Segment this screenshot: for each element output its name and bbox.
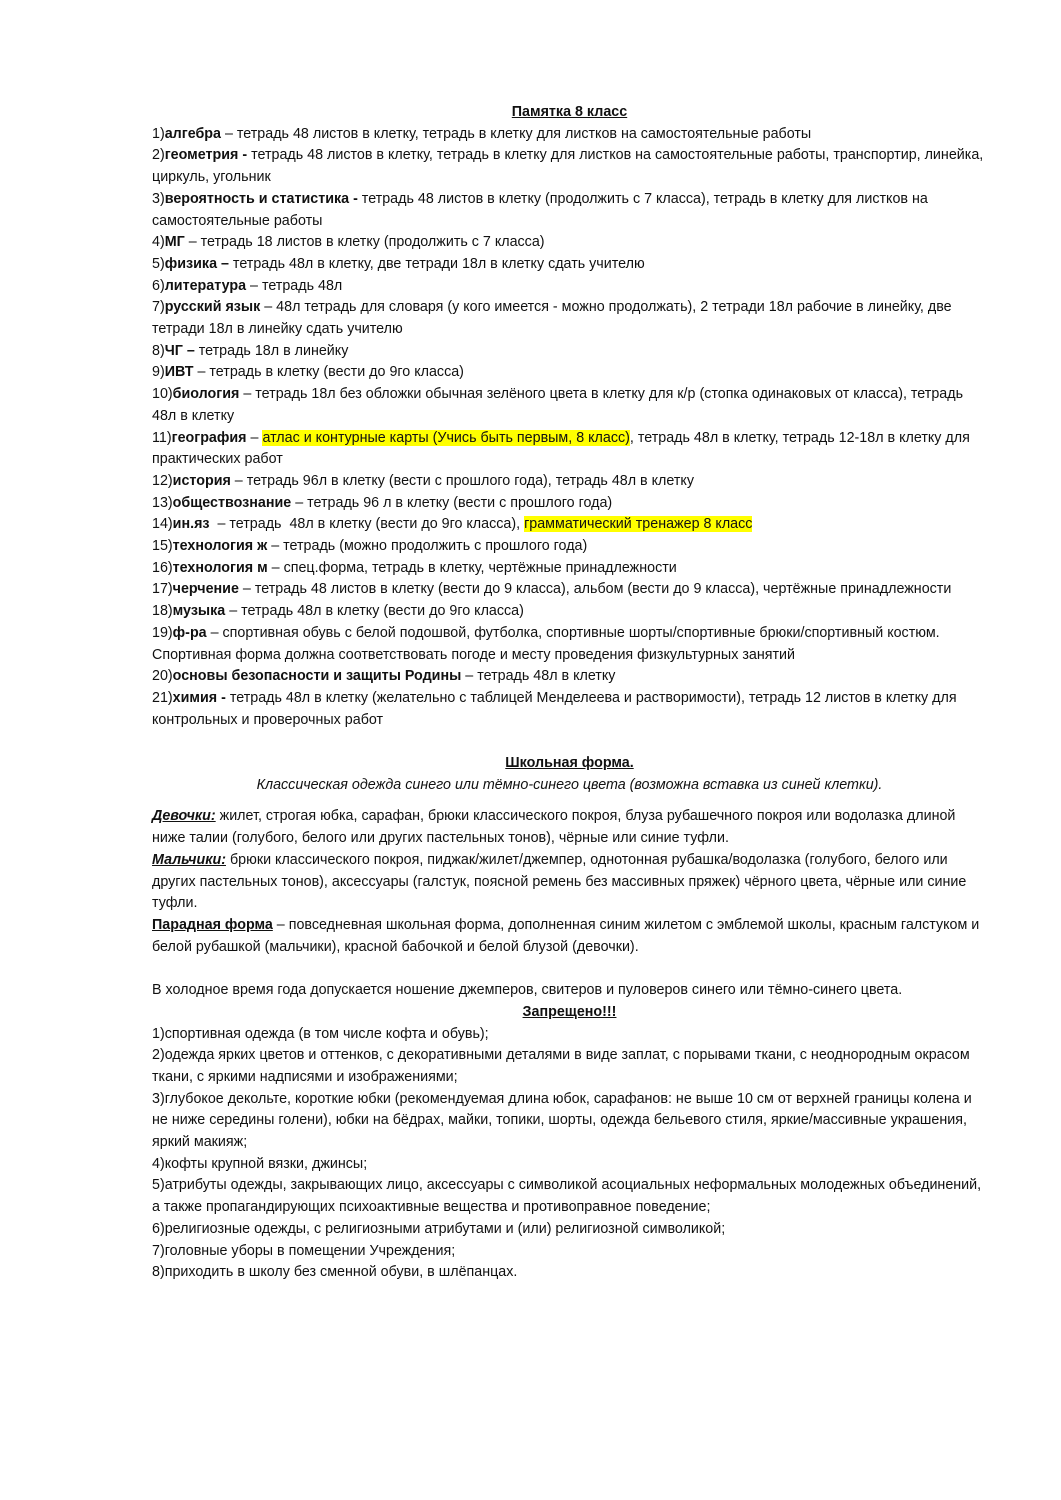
item-text: – спортивная обувь с белой подошвой, футболка, спортивные шорты/спортивные брюки/спортивный костюм. Спортивная форма должна соответствовать погоде и месту проведения физкультурных занятий (152, 624, 940, 663)
item-number: 3) (152, 190, 165, 207)
memo-item (152, 471, 987, 493)
item-text: тетрадь 48л в клетку (желательно с таблицей Менделеева и растворимости), тетрадь 12 листов в клетку для контрольных и проверочных работ (152, 689, 957, 728)
item-number: 13) (152, 494, 173, 511)
item-number: 8) (152, 342, 165, 359)
item-subject: геометрия - (164, 147, 248, 164)
item-number: 16) (152, 559, 173, 576)
forbidden-item: 6)религиозные одежды, с религиозными атрибутами и (или) религиозной символикой; (152, 1220, 726, 1237)
item-number: 1) (152, 125, 165, 142)
boys-label: Мальчики: (152, 851, 226, 868)
item-text: – тетрадь 96 л в клетку (вести с прошлого года) (291, 494, 613, 511)
item-dash: – (246, 429, 263, 446)
item-number: 14) (152, 516, 173, 533)
memo-item (152, 341, 987, 363)
memo-item (152, 688, 987, 731)
item-number: 5) (152, 255, 165, 272)
highlighted-text: атлас и контурные карты (Учись быть первым, 8 класс) (262, 429, 630, 446)
spacer (152, 958, 987, 980)
memo-item (152, 666, 987, 688)
forbidden-item: 8)приходить в школу без сменной обуви, в шлёпанцах. (152, 1264, 518, 1281)
item-text: – тетрадь 48 листов в клетку (вести до 9 класса), альбом (вести до 9 класса), чертёжные принадлежности (238, 581, 952, 598)
memo-item (152, 558, 987, 580)
item-text: тетрадь 18л в линейку (194, 342, 349, 359)
item-number: 18) (152, 603, 173, 620)
memo-item (152, 362, 987, 384)
item-number: 21) (152, 689, 173, 706)
memo-item (152, 384, 987, 427)
item-number: 11) (152, 429, 172, 446)
item-text: – тетрадь 18 листов в клетку (продолжить с 7 класса) (184, 234, 545, 251)
item-text: , тетрадь 48л в клетку, тетрадь 12-18л в клетку для практических работ (152, 429, 970, 468)
girls-text: жилет, строгая юбка, сарафан, брюки классического покроя, блуза рубашечного покроя или водолазка длиной ниже талии (голубого, белого или других пастельных тонов), чёрные или синие туфли. (152, 808, 956, 847)
forbidden-item: 1)спортивная одежда (в том числе кофта и обувь); (152, 1025, 489, 1042)
forbidden-item: 2)одежда ярких цветов и оттенков, с декоративными деталями в виде заплат, с порывами ткани, с неоднородным окрасом ткани, с яркими надписями и изображениями; (152, 1047, 970, 1085)
item-text: – тетрадь 96л в клетку (вести с прошлого года), тетрадь 48л в клетку (230, 472, 694, 489)
item-subject: биология (172, 386, 240, 403)
formal-paragraph (152, 915, 987, 958)
memo-item (152, 623, 987, 666)
item-subject: алгебра (164, 125, 221, 142)
girls-label: Девочки: (152, 808, 216, 825)
item-subject: литература (164, 277, 247, 294)
item-number: 2) (152, 147, 165, 164)
spacer (152, 796, 987, 806)
memo-item (152, 514, 987, 536)
item-number: 10) (152, 386, 173, 403)
item-number: 4) (152, 234, 165, 251)
item-number: 17) (152, 581, 173, 598)
item-subject: музыка (172, 603, 226, 620)
item-subject: русский язык (164, 299, 261, 316)
item-subject: технология ж (172, 538, 268, 555)
uniform-subtitle: Классическая одежда синего или тёмно-синего цвета (возможна вставка из синей клетки). (256, 776, 883, 793)
item-text: тетрадь 48л в клетку, две тетради 18л в клетку сдать учителю (228, 255, 645, 272)
item-number: 7) (152, 299, 165, 316)
memo-item (152, 428, 987, 471)
forbidden-item: 4)кофты крупной вязки, джинсы; (152, 1155, 368, 1172)
memo-item (152, 297, 987, 340)
item-number: 20) (152, 668, 173, 685)
item-text: – тетрадь 18л без обложки обычная зелёного цвета в клетку для к/р (стопка одинаковых от класса), тетрадь 48л в клетку (152, 386, 964, 424)
item-text: тетрадь 48 листов в клетку (продолжить с 7 класса), тетрадь в клетку для листков на самостоятельные работы (152, 190, 928, 229)
forbidden-title: Запрещено!!! (522, 1003, 617, 1020)
item-text: – тетрадь 48 листов в клетку, тетрадь в клетку для листков на самостоятельные работы (221, 125, 812, 142)
cold-weather-paragraph: В холодное время года допускается ношение джемперов, свитеров и пуловеров синего или тёмно-синего цвета. (152, 982, 903, 999)
forbidden-item: 3)глубокое декольте, короткие юбки (рекомендуемая длина юбок, сарафанов: не выше 10 см от верхней границы колена и не ниже середины голени), юбки на бёдрах, майки, топики, шорты, одежда бельевого стиля, яркие/массивные украшения, яркий макияж; (152, 1090, 972, 1151)
item-text: – тетрадь 48л в клетку (вести до 9го класса) (225, 603, 524, 620)
item-subject: технология м (172, 559, 268, 576)
memo-item (152, 536, 987, 558)
item-text: – 48л тетрадь для словаря (у кого имеется - можно продолжать), 2 тетради 18л рабочие в линейку, две тетради 18л в линейку сдать учителю (152, 299, 952, 338)
memo-item (152, 124, 987, 146)
highlighted-text: грамматический тренажер 8 класс (524, 516, 753, 533)
item-text: – тетрадь в клетку (вести до 9го класса) (193, 364, 464, 381)
item-subject: ИВТ (164, 364, 194, 381)
item-subject: ин.яз (172, 516, 210, 533)
memo-item (152, 232, 987, 254)
item-subject: МГ (164, 234, 185, 251)
formal-label: Парадная форма (152, 917, 273, 933)
item-subject: химия - (172, 689, 226, 706)
item-number: 9) (152, 364, 165, 381)
item-number: 15) (152, 538, 173, 555)
boys-text: брюки классического покроя, пиджак/жилет/джемпер, однотонная рубашка/водолазка (голубого, белого или других пастельных тонов), аксессуары (галстук, поясной ремень без массивных пряжек) чёрного цвета, чёрные или синие туфли. (152, 851, 967, 912)
memo-item (152, 189, 987, 232)
item-subject: география (171, 429, 247, 446)
item-text: – тетрадь 48л в клетку (461, 668, 616, 685)
item-text: – тетрадь 48л (246, 277, 343, 294)
memo-item (152, 276, 987, 298)
item-number: 19) (152, 624, 173, 641)
memo-item (152, 493, 987, 515)
item-subject: вероятность и статистика - (164, 190, 358, 207)
item-number: 6) (152, 277, 165, 294)
girls-paragraph (152, 806, 987, 849)
memo-item (152, 145, 987, 188)
formal-text: – повседневная школьная форма, дополненная синим жилетом с эмблемой школы, красным галстуком и белой рубашкой (мальчики), красной бабочкой и белой блузой (девочки). (152, 917, 980, 955)
item-text: – тетрадь 48л в клетку (вести до 9го класса), (209, 516, 525, 533)
memo-item (152, 601, 987, 623)
item-subject: черчение (172, 581, 239, 598)
item-subject: физика – (164, 255, 229, 272)
item-subject: ф-ра (172, 624, 207, 641)
uniform-title: Школьная форма. (505, 755, 634, 772)
memo-title: Памятка 8 класс (511, 104, 628, 120)
item-text: – тетрадь (можно продолжить с прошлого года) (267, 538, 588, 555)
item-text: – спец.форма, тетрадь в клетку, чертёжные принадлежности (267, 559, 677, 576)
memo-item (152, 254, 987, 276)
forbidden-item: 5)атрибуты одежды, закрывающих лицо, аксессуары с символикой асоциальных неформальных молодежных объединений, а также пропагандирующих психоактивные вещества и противоправное поведение; (152, 1177, 982, 1216)
item-text: тетрадь 48 листов в клетку, тетрадь в клетку для листков на самостоятельные работы, транспортир, линейка, циркуль, угольник (152, 147, 984, 186)
item-subject: основы безопасности и защиты Родины (172, 668, 462, 685)
item-subject: обществознание (172, 494, 292, 511)
item-number: 12) (152, 472, 173, 489)
forbidden-item: 7)головные уборы в помещении Учреждения; (152, 1242, 456, 1259)
memo-item (152, 579, 987, 601)
boys-paragraph (152, 850, 987, 915)
spacer (152, 731, 987, 753)
item-subject: история (172, 472, 231, 489)
item-subject: ЧГ – (164, 342, 195, 359)
document-page (152, 102, 987, 1284)
